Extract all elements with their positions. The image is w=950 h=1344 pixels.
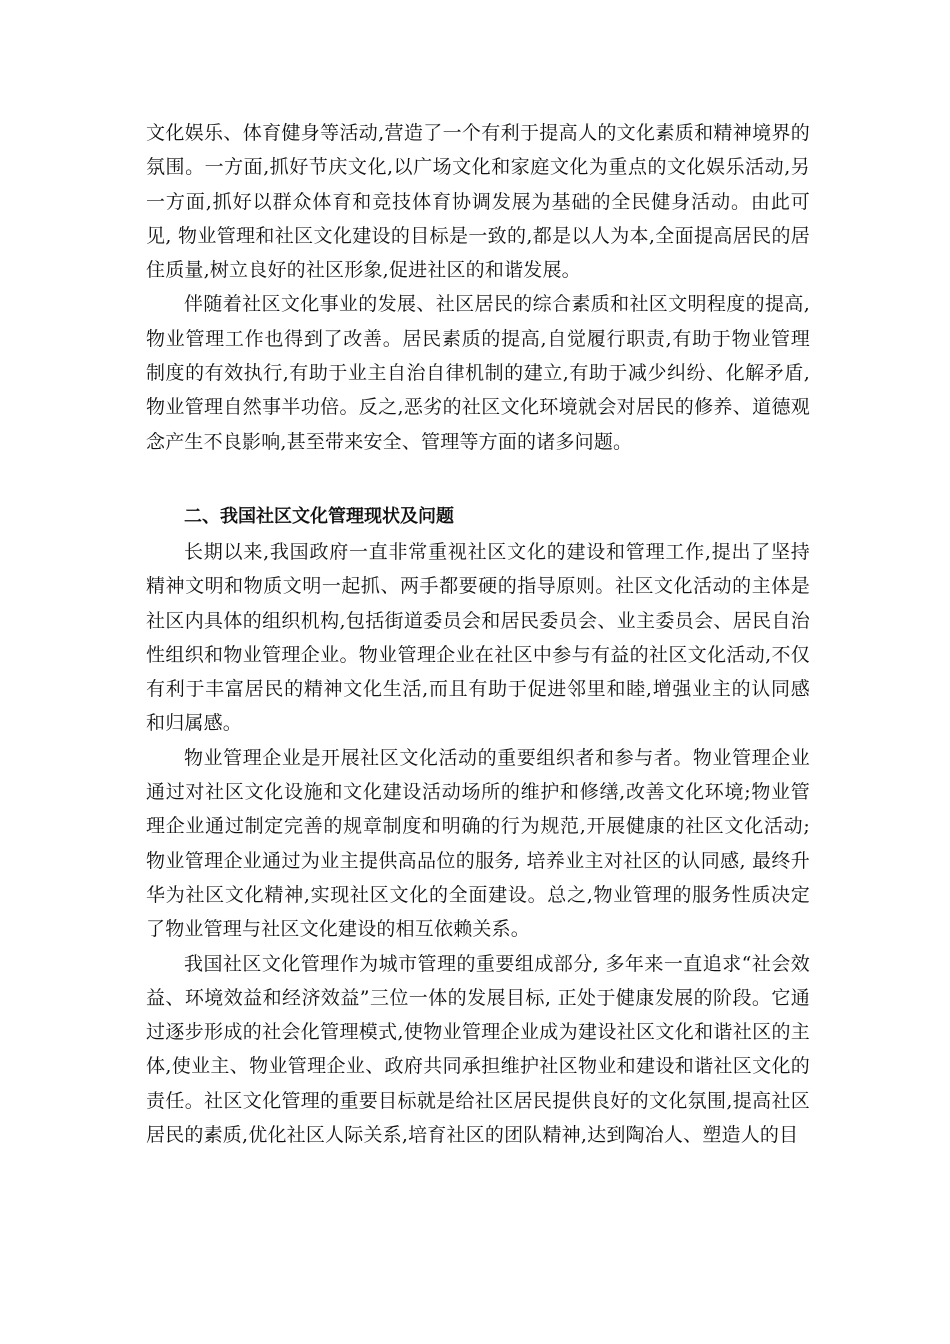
- paragraph-continuation: 文化娱乐、体育健身等活动,营造了一个有利于提高人的文化素质和精神境界的氛围。一方面,抓好节庆文化,以广场文化和家庭文化为重点的文化娱乐活动,另一方面,抓好以群众体育和竞技体育协调发展为基础的全民健身活动。由此可见, 物业管理和社区文化建设的目标是一致的,都是以人为本,全面提高居民的居住质量,树立良好的社区形象,促进社区的和谐发展。: [146, 122, 810, 282]
- paragraph: 伴随着社区文化事业的发展、社区居民的综合素质和社区文明程度的提高,物业管理工作也得到了改善。居民素质的提高,自觉履行职责,有助于物业管理制度的有效执行,有助于业主自治自律机制的建立,有助于减少纠纷、化解矛盾,物业管理自然事半功倍。反之,恶劣的社区文化环境就会对居民的修养、道德观念产生不良影响,甚至带来安全、管理等方面的诸多问题。: [146, 293, 810, 453]
- section-heading: 二、我国社区文化管理现状及问题: [184, 505, 454, 527]
- paragraph: 我国社区文化管理作为城市管理的重要组成部分, 多年来一直追求“社会效益、环境效益和经济效益”三位一体的发展目标, 正处于健康发展的阶段。它通过逐步形成的社会化管理模式,使物业管理企业成为建设社区文化和谐社区的主体,使业主、物业管理企业、政府共同承担维护社区物业和建设和谐社区文化的责任。社区文化管理的重要目标就是给社区居民提供良好的文化氛围,提高社区居民的素质,优化社区人际关系,培育社区的团队精神,达到陶冶人、塑造人的目: [146, 952, 810, 1147]
- paragraph: 长期以来,我国政府一直非常重视社区文化的建设和管理工作,提出了坚持精神文明和物质文明一起抓、两手都要硬的指导原则。社区文化活动的主体是社区内具体的组织机构,包括街道委员会和居民委员会、业主委员会、居民自治性组织和物业管理企业。物业管理企业在社区中参与有益的社区文化活动,不仅有利于丰富居民的精神文化生活,而且有助于促进邻里和睦,增强业主的认同感和归属感。: [146, 540, 810, 735]
- paragraph: 物业管理企业是开展社区文化活动的重要组织者和参与者。物业管理企业通过对社区文化设施和文化建设活动场所的维护和修缮,改善文化环境;物业管理企业通过制定完善的规章制度和明确的行为规范,开展健康的社区文化活动; 物业管理企业通过为业主提供高品位的服务, 培养业主对社区的认同感, 最终升华为社区文化精神,实现社区文化的全面建设。总之,物业管理的服务性质决定了物业管理与社区文化建设的相互依赖关系。: [146, 746, 810, 941]
- document-page: [146, 116, 810, 1152]
